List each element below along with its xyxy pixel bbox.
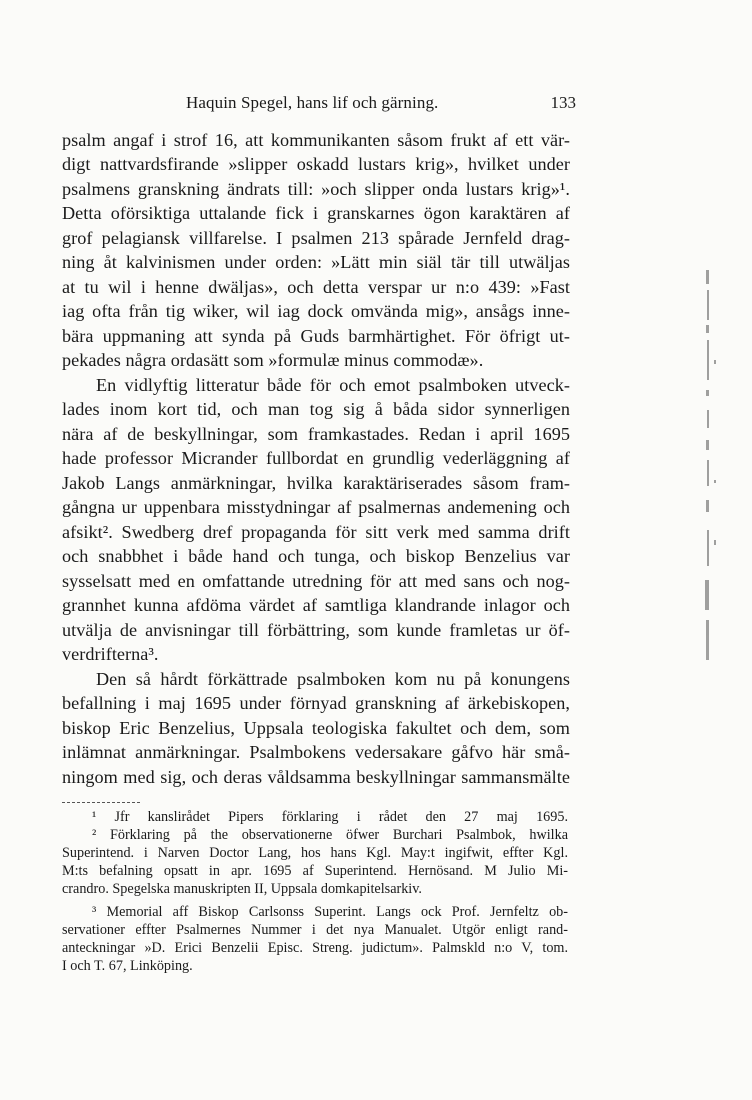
body-line: utvälja de anvisningar till förbättring, som kunde framletas ur öf- <box>62 620 570 640</box>
footnote-line: Superintend. i Narven Doctor Lang, hos hans Kgl. May:t ingifwit, effter Kgl. <box>62 845 568 861</box>
body-line: Den så hårdt förkättrade psalmboken kom nu på konungens <box>96 669 570 689</box>
running-head <box>186 93 576 117</box>
body-line: verdrifterna³. <box>62 644 159 664</box>
footnote-line: ¹ Jfr kanslirådet Pipers förklaring i rådet den 27 maj 1695. <box>92 809 568 825</box>
body-line: nära af de beskyllningar, som framkastades. Redan i april 1695 <box>62 424 570 444</box>
body-line: biskop Eric Benzelius, Uppsala teologiska fakultet och dem, som <box>62 718 570 738</box>
body-line: ning åt kalvinismen under orden: »Lätt min siäl tär till utwäljas <box>62 252 570 272</box>
footnote-line: ² Förklaring på the observationerne öfwer Burchari Psalmbok, hwilka <box>92 827 568 843</box>
body-line: lades inom kort tid, och man tog sig å båda sidor synnerligen <box>62 399 570 419</box>
body-line: grannhet kunna afdöma värdet af samtliga klandrande inlagor och <box>62 595 570 615</box>
body-line: psalm angaf i strof 16, att kommunikanten såsom frukt af ett vär- <box>62 130 570 150</box>
body-line: inlämnat anmärkningar. Psalmbokens vedersakare gåfvo här små- <box>62 742 570 762</box>
body-line: ningom med sig, och deras våldsamma beskyllningar sammansmälte <box>62 767 570 787</box>
page-number: 133 <box>550 93 576 112</box>
footnote-divider <box>62 802 140 803</box>
body-line: sysselsatt med en omfattande utredning för att med sans och nog- <box>62 571 570 591</box>
body-line: iag ofta från tig wiker, wil iag dock omvända mig», ansågs inne- <box>62 301 570 321</box>
body-line: bära uppmaning att synda på Guds barmhärtighet. För öfrigt ut- <box>62 326 570 346</box>
bleed-through-marks <box>702 240 732 680</box>
body-line: digt nattvardsfirande »slipper oskadd lustars krig», hvilket under <box>62 154 570 174</box>
body-line: hade professor Micrander fullbordat en grundlig vederläggning af <box>62 448 570 468</box>
body-line: En vidlyftig litteratur både för och emot psalmboken utveck- <box>96 375 570 395</box>
body-line: Jakob Langs anmärkningar, hvilka karaktäriserades såsom fram- <box>62 473 570 493</box>
body-line: pekades några ordasätt som »formulæ minus commodæ». <box>62 350 484 370</box>
body-line: afsikt². Swedberg dref propaganda för sitt verk med samma drift <box>62 522 570 542</box>
body-line: grof pelagiansk villfarelse. I psalmen 213 spårade Jernfeld drag- <box>62 228 570 248</box>
body-line: psalmens granskning ändrats till: »och slipper onda lustars krig»¹. <box>62 179 570 199</box>
footnote-line: crandro. Spegelska manuskripten II, Uppsala domkapitelsarkiv. <box>62 881 422 897</box>
footnote-line: M:ts befalning opsatt in apr. 1695 af Superintend. Hernösand. M Julio Mi- <box>62 863 568 879</box>
running-title: Haquin Spegel, hans lif och gärning. <box>186 93 439 112</box>
footnote-line: I och T. 67, Linköping. <box>62 958 193 974</box>
body-line: befallning i maj 1695 under förnyad granskning af ärkebiskopen, <box>62 693 570 713</box>
body-line: och snabbhet i både hand och tunga, och biskop Benzelius var <box>62 546 570 566</box>
footnote-line: servationer effter Psalmernes Nummer i det nya Manualet. Utgör enligt rand- <box>62 922 568 938</box>
footnote-line: anteckningar »D. Erici Benzelii Episc. Streng. judictum». Palmskld n:o V, tom. <box>62 940 568 956</box>
footnote-line: ³ Memorial aff Biskop Carlsonss Superint. Langs ock Prof. Jernfeltz ob- <box>92 904 568 920</box>
body-line: gångna ur uppenbara misstydningar af psalmernas andemening och <box>62 497 570 517</box>
body-line: Detta oförsiktiga uttalande fick i granskarnes ögon karaktären af <box>62 203 570 223</box>
body-line: at tu wil i henne dwäljas», och detta verspar ur n:o 439: »Fast <box>62 277 570 297</box>
